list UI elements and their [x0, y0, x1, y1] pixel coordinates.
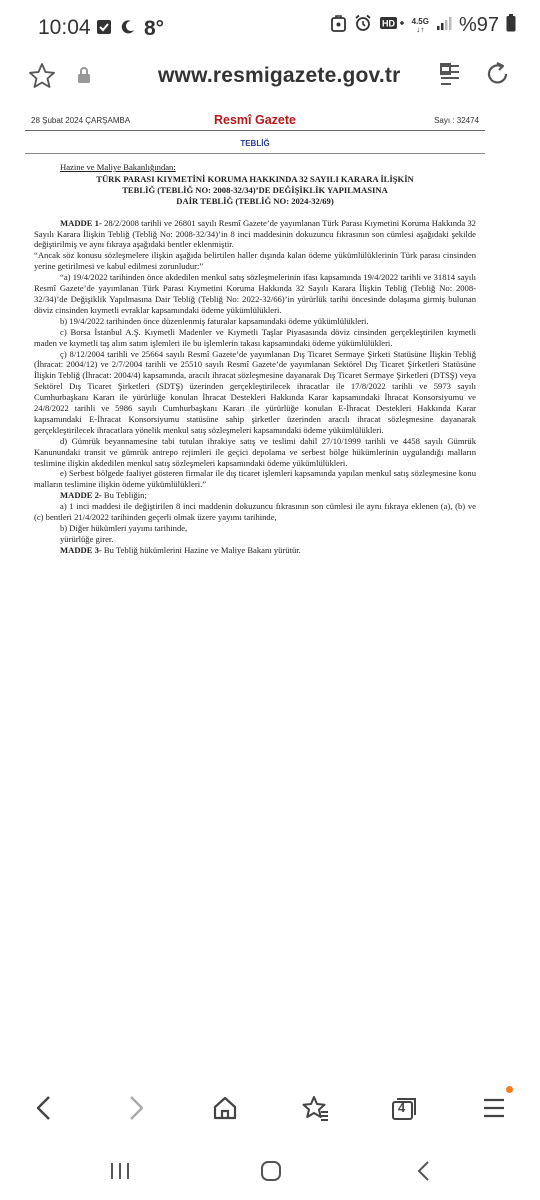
- battery-icon: [506, 14, 516, 37]
- paragraph: b) 19/4/2022 tarihinden önce düzenlenmiş faturalar kapsamındaki ödeme yükümlülükleri.: [60, 315, 369, 326]
- title-line: TEBLİĞ (TEBLİĞ NO: 2008-32/34)’DE DEĞİŞİKLİK YAPILMASINA: [122, 184, 388, 195]
- status-temperature: 8°: [144, 17, 165, 40]
- svg-text:HD: HD: [381, 18, 395, 29]
- forward-arrow-icon: [126, 1095, 146, 1121]
- status-bar: [0, 0, 540, 58]
- bookmarks-star-icon: [301, 1094, 329, 1122]
- url-text[interactable]: www.resmigazete.gov.tr: [158, 64, 401, 87]
- bookmark-star-icon[interactable]: [28, 62, 56, 95]
- paragraph: ç) 8/12/2004 tarihli ve 25664 sayılı Resmî Gazete’de yayımlanan Dış Ticaret Sermaye Şirketi Statüsüne İlişkin Tebliğ (İhracat: 2004/12) ve 2/7/2004 tarihli ve 25510 sayılı Resmî Gazete’de yayımlanan Sektörel Dış Ticaret Şirketleri Statüsüne İlişkin Tebliğ (İhracat: 2004/4) kapsamında, aracılı ihracat sözleşmesine dayanarak Dış Ticaret Sermaye Şirketleri (DTSŞ) veya Sektörel Dış Ticaret Şirketleri (SDTŞ) üzerinden gerçekleştirilecek ihracatlar ile 17/8/2022 tarihli ve 5973 sayılı Cumhurbaşkanı Kararı ile yürürlüğe konulan İhracat Destekleri Hakkında Karar kapsamındaki İhracat Konsorsiyumu ve 24/8/2022 tarihli ve 5986 sayılı Cumhurbaşkanı Kararı ile yürürlüğe konulan E-İhracat Destekleri Hakkında Karar kapsamındaki E-İhracat Konsorsiyumu statüsüne sahip şirketler üzerinden aracılı ihracat sözleşmesine dayanarak gerçekleştirilecek ihracatlara yönelik menkul satış sözleşmeleri kapsamındaki ödeme yükümlülükleri.: [34, 348, 476, 435]
- paragraph: b) Diğer hükümleri yayımı tarihinde,: [60, 523, 188, 533]
- signal-strength-icon: [436, 15, 452, 36]
- network-type-icon: 4.5G ↓↑: [411, 16, 429, 34]
- paragraph: “a) 19/4/2022 tarihinden önce akdedilen menkul satış sözleşmelerinin ifası kapsamında 19/4/2022 tarihli ve 31814 sayılı Resmî Gazete’de yayımlanan Türk Parası Kıymetini Koruma Hakkında 32 Sayılı Karara İlişkin Tebliğ (Tebliğ No: 2008-32/34)’de Değişiklik Yapılmasına Dair Tebliğ (Tebliğ No: 2022-32/66)’in yürürlük tarihi öncesinde dolaşıma girmiş bulunan döviz cinsinden kıymetli evraklar kapsamındaki ödeme yükümlülükleri.: [34, 272, 476, 315]
- title-line: TÜRK PARASI KIYMETİNİ KORUMA HAKKINDA 32 SAYILI KARARA İLİŞKİN: [96, 173, 414, 184]
- notification-dot: [506, 1086, 513, 1093]
- gazette-page: [25, 108, 485, 556]
- reader-mode-icon[interactable]: [438, 62, 462, 93]
- menu-button[interactable]: [474, 1088, 514, 1128]
- paragraph: yürürlüğe girer.: [60, 533, 114, 544]
- back-button[interactable]: [24, 1088, 64, 1128]
- weather-moon-icon: [120, 19, 136, 40]
- article-2: MADDE 2- Bu Tebliğin;: [60, 490, 147, 501]
- document-title: [34, 174, 476, 207]
- tabs-count: 4: [398, 1100, 406, 1115]
- paragraph: e) Serbest bölgede faaliyet gösteren firmalar ile dış ticaret işlemleri kapsamında yapılan menkul satış sözleşmesine konu malların teslimine ilişkin ödeme yükümlülükleri.”: [34, 468, 476, 490]
- article-label: MADDE 1-: [60, 217, 102, 228]
- paragraph: c) Borsa İstanbul A.Ş. Kıymetli Madenler ve Kıymetli Taşlar Piyasasında döviz cinsinden gerçekleştirilen kıymetli maden ve kıymetli taş alım satım işlemleri ile bu işlemlerin takası kapsamındaki ödeme yükümlülükleri.: [34, 326, 476, 348]
- hd-voice-icon: [379, 15, 405, 36]
- recent-apps-icon: [109, 1161, 131, 1181]
- alarm-bag-icon: [330, 14, 347, 37]
- address-bar: [0, 58, 540, 98]
- article-1: MADDE 1- 28/2/2008 tarihli ve 26801 sayılı Resmî Gazete’de yayımlanan Türk Parası Kıymetini Koruma Hakkında 32 Sayılı Karara İlişkin Tebliğ (Tebliğ No: 2008-32/34)’in 8 inci maddesinin dokuzuncu fıkrasının son cümlesi aşağıdaki şekilde değiştirilmiş ve aynı fıkraya aşağıdaki bentler eklenmiştir.: [34, 217, 476, 250]
- reload-icon[interactable]: [484, 60, 512, 93]
- back-arrow-icon: [34, 1095, 54, 1121]
- bookmarks-button[interactable]: [295, 1088, 335, 1128]
- gazette-title: Resmî Gazete: [214, 113, 296, 127]
- checkbox-notification-icon: [96, 19, 112, 40]
- menu-icon: [482, 1097, 506, 1119]
- gazette-issue: Sayı : 32474: [434, 116, 479, 125]
- home-circle-icon: [260, 1160, 282, 1182]
- article-label: MADDE 3-: [60, 544, 102, 555]
- recent-apps-button[interactable]: [100, 1154, 140, 1188]
- title-line: DAİR TEBLİĞ (TEBLİĞ NO: 2024-32/69): [176, 195, 334, 206]
- section-heading: TEBLİĞ: [25, 139, 485, 154]
- gazette-header: [25, 108, 485, 131]
- article-label: MADDE 2-: [60, 490, 102, 501]
- home-system-button[interactable]: [251, 1154, 291, 1188]
- tabs-button[interactable]: [384, 1088, 424, 1128]
- battery-percent: %97: [458, 14, 499, 36]
- back-chevron-icon: [416, 1160, 432, 1182]
- browser-toolbar: [0, 1080, 540, 1132]
- home-button[interactable]: [205, 1088, 245, 1128]
- back-system-button[interactable]: [404, 1154, 444, 1188]
- article-3: MADDE 3- Bu Tebliğ hükümlerini Hazine ve Maliye Bakanı yürütür.: [60, 544, 301, 555]
- gazette-date: 28 Şubat 2024 ÇARŞAMBA: [31, 116, 131, 125]
- document-body: [25, 162, 485, 556]
- paragraph: “Ancak söz konusu sözleşmelere ilişkin aşağıda belirtilen haller dışında kalan ödeme yükümlülüklerinin Türk parası cinsinden yerine getirilmesi ve kabul edilmesi zorunludur:”: [34, 250, 476, 272]
- status-time: 10:04: [38, 16, 91, 39]
- paragraph: a) 1 inci maddesi ile değiştirilen 8 inci maddenin dokuzuncu fıkrasının son cümlesi ile aynı fıkraya eklenen (a), (b) ve (c) bentleri 21/4/2022 tarihinden geçerli olmak üzere yayımı tarihinde,: [34, 501, 476, 523]
- lock-icon: [76, 66, 92, 89]
- system-navigation-bar: [0, 1140, 540, 1200]
- forward-button[interactable]: [116, 1088, 156, 1128]
- home-icon: [212, 1095, 238, 1121]
- ministry-name: Hazine ve Maliye Bakanlığından:: [60, 162, 176, 172]
- paragraph: d) Gümrük beyannamesine tabi tutulan ihrakiye satış ve teslimi dahil 27/10/1999 tarihli ve 4458 sayılı Gümrük Kanunundaki transit ve gümrük antrepo rejimleri ile geçici depolama ve serbest bölge hükümlerinin uygulandığı malların teslimine ilişkin akdedilen menkul satış sözleşmeleri kapsamındaki ödeme yükümlülükleri.: [34, 435, 476, 468]
- alarm-clock-icon: [354, 14, 372, 37]
